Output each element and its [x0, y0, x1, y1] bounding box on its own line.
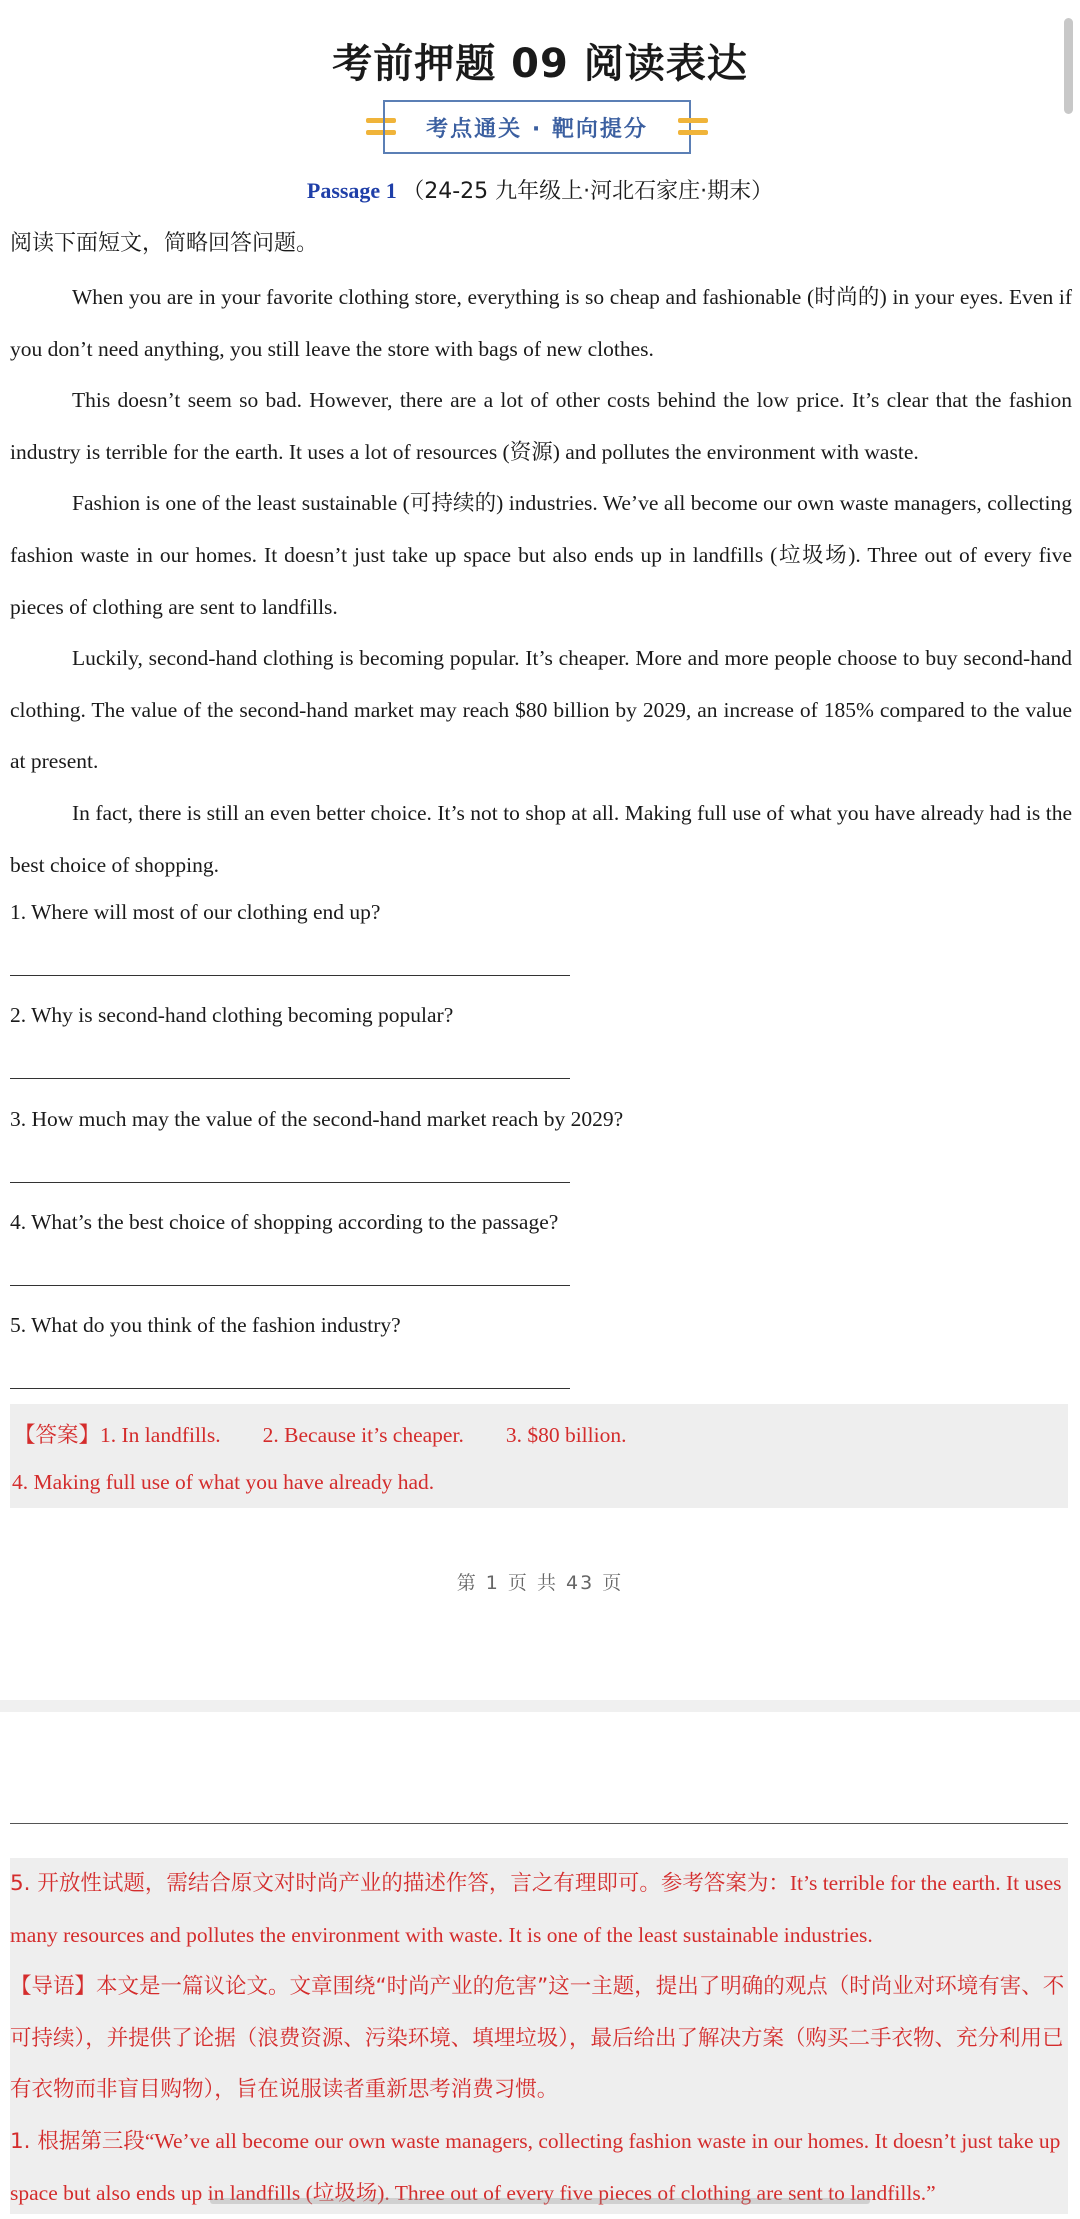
explanation-q1: 1. 根据第三段“We’ve all become our own waste managers, collecting fashion waste in our homes. It doesn’t just take up space but also ends up in landfills (垃圾场). Three out of every five pieces of clothing are sent to landfills.” — [10, 2128, 1061, 2205]
passage-body — [10, 272, 1072, 891]
answer-4: 4. Making full use of what you have already had. — [12, 1470, 435, 1494]
horizontal-rule — [10, 1823, 1068, 1824]
answer-line-1[interactable] — [10, 975, 570, 976]
answer-line-4[interactable] — [10, 1285, 570, 1286]
guide-text: 【导语】本文是一篇议论文。文章围绕“时尚产业的危害”这一主题，提出了明确的观点（时尚业对环境有害、不可持续），并提供了论据（浪费资源、污染环境、填埋垃圾），最后给出了解决方案（购买二手衣物、充分利用已有衣物而非盲目购物），旨在说服读者重新思考消费习惯。 — [10, 1974, 1065, 2103]
question-5: 5. What do you think of the fashion industry? — [10, 1313, 401, 1337]
paragraph: When you are in your favorite clothing store, everything is so cheap and fashionable (时尚的) in your eyes. Even if you don’t need anything, you still leave the store with bags of new clothes. — [10, 285, 1072, 361]
passage-source: （24-25 九年级上·河北石家庄·期末） — [402, 179, 774, 204]
answer-line-5[interactable] — [10, 1388, 570, 1389]
section-banner: 考点通关 · 靶向提分 — [383, 100, 691, 154]
passage-heading — [0, 174, 1080, 205]
passage-name: Passage 1 — [306, 178, 397, 203]
page-divider — [0, 1700, 1080, 1712]
page-title: 考前押题 09 阅读表达 — [332, 41, 748, 87]
instruction: 阅读下面短文，简略回答问题。 — [10, 231, 319, 256]
paragraph: In fact, there is still an even better choice. It’s not to shop at all. Making full use of what you have already had is the best choice of shopping. — [10, 800, 1072, 877]
question-4: 4. What’s the best choice of shopping according to the passage? — [10, 1210, 559, 1234]
question-1: 1. Where will most of our clothing end up? — [10, 900, 381, 924]
paragraph: Fashion is one of the least sustainable (可持续的) industries. We’ve all become our own waste managers, collecting fashion waste in our homes. It doesn’t just take up space but also ends up in landfills (垃圾场). Three out of every five pieces of clothing are sent to landfills. — [10, 491, 1072, 619]
answer-box — [10, 1404, 1068, 1508]
selection-highlight — [210, 2198, 870, 2204]
page-footer: 第 1 页 共 43 页 — [456, 1572, 624, 1594]
banner-right-decoration-icon — [678, 118, 708, 142]
answer-line-3[interactable] — [10, 1182, 570, 1183]
answer-tag: 【答案】 — [14, 1423, 101, 1448]
answer-3: 3. $80 billion. — [505, 1423, 627, 1447]
paragraph: Luckily, second-hand clothing is becoming popular. It’s cheaper. More and more people choose to buy second-hand clothing. The value of the second-hand market may reach $80 billion by 2029, an increase of 185% compared to the value at present. — [10, 646, 1072, 774]
answer-row-1 — [14, 1418, 626, 1449]
paragraph: This doesn’t seem so bad. However, there are a lot of other costs behind the low price. It’s clear that the fashion industry is terrible for the earth. It uses a lot of resources (资源) and pollutes the environment with waste. — [10, 388, 1072, 464]
answer-line-2[interactable] — [10, 1078, 570, 1079]
answer-1: 1. In landfills. — [100, 1423, 221, 1447]
explanation-box — [10, 1858, 1068, 2214]
explanation-q5: 5. 开放性试题，需结合原文对时尚产业的描述作答，言之有理即可。参考答案为：It’s terrible for the earth. It uses many resources and pollutes the environment with waste. It is one of the least sustainable industries. — [10, 1871, 1062, 1947]
question-2: 2. Why is second-hand clothing becoming popular? — [10, 1003, 454, 1027]
question-3: 3. How much may the value of the second-hand market reach by 2029? — [10, 1107, 624, 1131]
answer-2: 2. Because it’s cheaper. — [262, 1423, 464, 1447]
